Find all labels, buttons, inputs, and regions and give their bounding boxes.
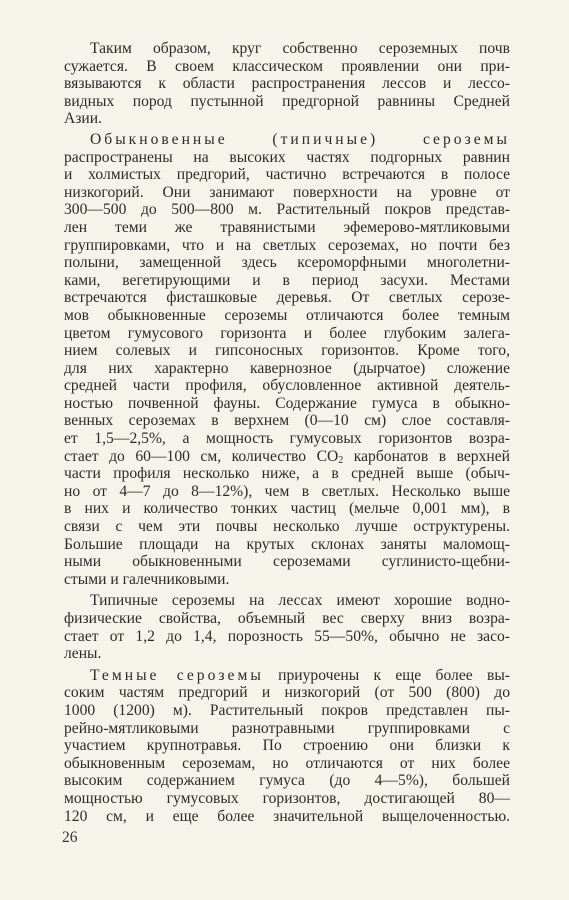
text-line: в них и количество тонких частиц (мельче 0,001 мм), в (64, 500, 510, 518)
text-line: лен теми же травянистыми эфемерово-мятликовыми (64, 218, 510, 236)
text-line: мов обыкновенные сероземы отличаются более темным (64, 306, 510, 324)
text-line: лены. (64, 645, 102, 663)
body-text (64, 40, 510, 825)
text-line: мощностью гумусовых горизонтов, достигающей 80— (64, 789, 510, 807)
text-line: стает от 1,2 до 1,4, порозность 55—50%, обычно не засо- (64, 627, 510, 645)
text-line: физические свойства, объемный вес сверху вниз возра- (64, 610, 510, 627)
text-line: ными обыкновенными сероземами суглинисто-щебни- (64, 553, 510, 571)
text-line: нием солевых и гипсоносных горизонтов. Кроме того, (64, 342, 510, 360)
text-line: вязываются к области распространения лессов и лессо- (64, 75, 510, 93)
text-line: и холмистых предгорий, частично встречаются в полосе (64, 166, 510, 184)
text-line: Таким образом, круг собственно сероземных почв (90, 40, 510, 57)
text-line: ет 1,5—2,5%, а мощность гумусовых горизонтов возра- (64, 430, 510, 448)
text-line: связи с чем эти почвы несколько лучше оструктурены. (64, 518, 510, 536)
text-line: ностью почвенной фауны. Содержание гумуса в обыкно- (64, 394, 510, 412)
text-line: цветом гумусового горизонта и более глубоким залега- (64, 324, 510, 342)
text-line: встречаются фисташковые деревья. От светлых серозе- (64, 289, 510, 307)
spaced-heading: Темные сероземы (90, 666, 264, 684)
text-line: для них характерно кавернозное (дырчатое) сложение (64, 359, 510, 377)
text-line: стыми и галечниковыми. (64, 570, 230, 588)
text-line-co2 (64, 448, 510, 466)
paragraph-3 (64, 592, 510, 662)
text-line: 120 см, и еще более значительной выщелоченностью. (64, 807, 510, 825)
text-line: видных пород пустынной предгорной равнины Средней (64, 92, 510, 110)
text-line: но от 4—7 до 8—12%), чем в светлых. Несколько выше (64, 482, 510, 500)
text-line: участием крупнотравья. По строению они близки к (64, 737, 510, 755)
text-fragment: стает до 60—100 см, количество CO (64, 447, 339, 465)
text-line: 300—500 до 500—800 м. Растительный покров представ- (64, 201, 510, 219)
text-line: ками, вегетирующими и в период засухи. Местами (64, 271, 510, 289)
text-fragment: приурочены к еще более вы- (263, 666, 510, 684)
paragraph-1 (64, 40, 510, 128)
co2-subscript: 2 (338, 454, 344, 466)
text-line: Большие площади на крутых склонах заняты маломощ- (64, 535, 510, 553)
text-line: 1000 (1200) м). Растительный покров представлен пы- (64, 701, 510, 719)
text-line: Типичные сероземы на лессах имеют хорошие водно- (90, 592, 510, 610)
text-line: обыкновенным сероземам, но отличаются от них более (64, 754, 510, 772)
text-line: Азии. (64, 110, 103, 128)
text-line: части профиля несколько ниже, а в средней выше (обыч- (64, 465, 510, 483)
text-line: средней части профиля, обусловленное активной деятель- (64, 377, 510, 395)
text-line: соким частям предгорий и низкогорий (от 500 (800) до (64, 684, 510, 702)
text-line: венных сероземах в верхнем (0—10 см) слое составля- (64, 412, 510, 430)
text-line: полыни, замещенной здесь ксероморфными многолетни- (64, 254, 510, 272)
text-line: группировками, что и на светлых сероземах, но почти без (64, 236, 510, 254)
page-number: 26 (62, 829, 78, 846)
text-line: низкогорий. Они занимают поверхности на уровне от (64, 183, 510, 201)
text-line: рейно-мятликовыми разнотравными группировками с (64, 719, 510, 737)
paragraph-4 (64, 667, 510, 825)
text-line: высоким содержанием гумуса (до 4—5%), большей (64, 772, 510, 790)
text-line-lead (64, 667, 510, 685)
text-line: распространены на высоких частях подгорных равнин (64, 148, 510, 166)
paragraph-2 (64, 131, 510, 588)
text-line: сужается. В своем классическом проявлении они при- (64, 57, 510, 75)
spaced-heading: Обыкновенные (типичные) сероземы (90, 130, 510, 148)
text-fragment: карбонатов в верхней (343, 447, 510, 465)
